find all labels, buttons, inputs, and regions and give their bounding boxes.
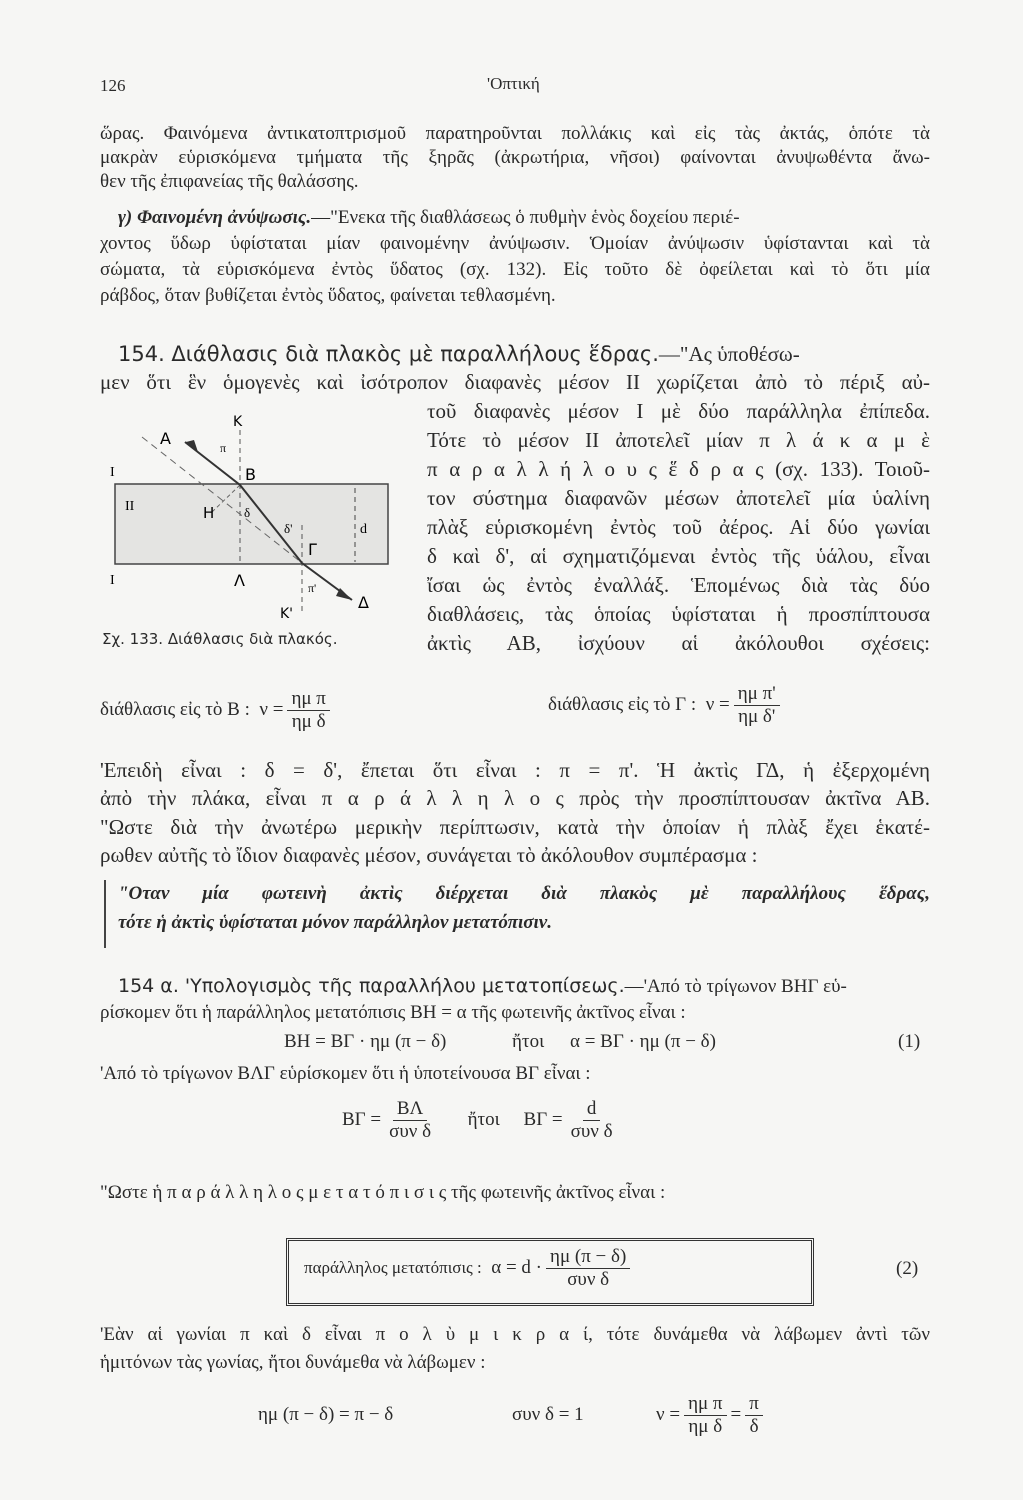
label-Lambda: Λ bbox=[234, 571, 245, 590]
label-delta-prime: δ' bbox=[284, 521, 293, 536]
paragraph-gamma-first: γ) Φαινομένη ἀνύψωσις.—"Ενεκα τῆς διαθλάσεως ὁ πυθμὴν ἑνὸς δοχείου περιέ- bbox=[118, 207, 740, 228]
label-pi: π bbox=[220, 441, 227, 455]
conclusion-line: τότε ἡ ἀκτὶς ὑφίσταται μόνον παράλληλον μετατόπισιν. bbox=[118, 912, 552, 933]
text-line: τον σύστημα διαφανῶν μέσων ἀποτελεῖ μία ὑαλίνη bbox=[427, 486, 930, 510]
text-line: ἡμιτόνων τὰς γωνίας, ἤτοι δυνάμεθα νὰ λάβωμεν : bbox=[100, 1352, 486, 1373]
section-heading: 154 α. 'Υπολογισμὸς τῆς παραλλήλου μετατοπίσεως. bbox=[118, 975, 625, 997]
label-B: Β bbox=[245, 465, 256, 484]
conclusion-rule bbox=[104, 880, 106, 948]
approx-index: ν = $\frac{\text{ημ π}}{\text{ημ δ}}$ = $\frac{\pi}{\delta}$ bbox=[656, 1393, 767, 1438]
label-K-prime: Κ' bbox=[280, 606, 294, 622]
text-line: "Ωστε ἡ π α ρ ά λ λ η λ ο ς μ ε τ α τ ό π ι σ ι ς τῆς φωτεινῆς ἀκτῖνος εἶναι : bbox=[100, 1182, 666, 1203]
approx-sin: ημ (π − δ) = π − δ bbox=[258, 1404, 394, 1425]
text-line: ρίσκομεν ὅτι ἡ παράλληλος μετατόπισις ΒΗ = α τῆς φωτεινῆς ἀκτῖνος εἶναι : bbox=[100, 1002, 686, 1023]
equation-1-number: (1) bbox=[898, 1031, 921, 1052]
equation-1-left: ΒΗ = ΒΓ · ημ (π − δ) bbox=[284, 1031, 447, 1052]
label-H: Η bbox=[203, 504, 215, 522]
equation-2: παράλληλος μετατόπισις : α = d · $\frac{\eta\mu (\pi - \delta)}{\text{συν δ}}$ bbox=[304, 1246, 634, 1291]
text-line: δ καὶ δ', αἱ σχηματιζόμεναι ἐντὸς τῆς ὑάλου, εἶναι bbox=[427, 544, 930, 568]
text-line: ἀκτὶς ΑΒ, ἰσχύουν αἱ ἀκόλουθοι σχέσεις: bbox=[427, 631, 930, 655]
text-line: ὥρας. Φαινόμενα ἀντικατοπτρισμοῦ παρατηροῦνται πολλάκις καὶ εἰς τὰς ἀκτάς, ὁπότε τὰ bbox=[100, 123, 930, 144]
text-line: 'Εὰν αἱ γωνίαι π καὶ δ εἶναι π ο λ ὺ μ ι κ ρ α ί, τότε δυνάμεθα νὰ λάβωμεν ἀντὶ τῶν bbox=[100, 1324, 930, 1345]
text-line: Τότε τὸ μέσον ΙΙ ἀποτελεῖ μίαν π λ ά κ α μ ὲ bbox=[427, 428, 930, 452]
equation-2-number: (2) bbox=[896, 1258, 919, 1279]
label-d: d bbox=[360, 522, 367, 537]
section-heading: 154. Διάθλασις διὰ πλακὸς μὲ παραλλήλους ἕδρας. bbox=[118, 342, 659, 366]
arrow-A-icon bbox=[186, 440, 198, 452]
label-pi-prime: π' bbox=[308, 581, 317, 595]
label-Delta: Δ bbox=[358, 593, 369, 612]
text-line: ρωθεν αὐτῆς τὸ ἴδιον διαφανὲς μέσον, συνάγεται τὸ ἀκόλουθον συμπέρασμα : bbox=[100, 843, 758, 867]
running-title: 'Οπτική bbox=[487, 74, 540, 93]
text-line: π α ρ α λ λ ή λ ο υ ς ἕ δ ρ α ς (σχ. 133). Τοιοῦ- bbox=[427, 457, 930, 481]
text-line: σώματα, τὰ εὑρισκόμενα ἐντὸς ὕδατος (σχ. 132). Εἰς τοῦτο δὲ ὀφείλεται καὶ τὸ ὅτι μία bbox=[100, 259, 930, 280]
label-delta: δ bbox=[244, 505, 251, 520]
text-line: 'Επειδὴ εἶναι : δ = δ', ἔπεται ὅτι εἶναι : π = π'. Ἡ ἀκτὶς ΓΔ, ἡ ἐξερχομένη bbox=[100, 758, 930, 782]
formula-refraction-B: διάθλασις εἰς τὸ Β : ν = $\frac{\text{ημ π}}{\text{ημ δ}}$ bbox=[100, 688, 334, 733]
text-line: θεν τῆς ἐπιφανείας τῆς θαλάσσης. bbox=[100, 171, 359, 192]
equation-BG: ΒΓ = $\frac{B\Lambda}{\text{συν δ}}$ ἤτοι ΒΓ = $\frac{d}{\text{συν δ}}$ bbox=[342, 1098, 613, 1142]
section-154a-first: 154 α. 'Υπολογισμὸς τῆς παραλλήλου μετατοπίσεως.—'Από τὸ τρίγωνον ΒΗΓ εὑ- bbox=[118, 975, 847, 997]
label-Gamma: Γ bbox=[308, 540, 317, 559]
figure-133-diagram bbox=[90, 400, 410, 630]
label-II: ΙΙ bbox=[125, 499, 135, 514]
text-line: μακρὰν εὑρισκόμενα τμήματα τῆς ξηρᾶς (ἀκρωτήρια, νῆσοι) φαίνονται ἀνυψωθέντα ἄνω- bbox=[100, 147, 930, 168]
text-line: ράβδος, ὅταν βυθίζεται ἐντὸς ὕδατος, φαίνεται τεθλασμένη. bbox=[100, 285, 556, 306]
conclusion-line: "Οταν μία φωτεινὴ ἀκτὶς διέρχεται διὰ πλακὸς μὲ παραλλήλους ἕδρας, bbox=[118, 883, 930, 904]
text-line: "Ωστε διὰ τὴν ἀνωτέρω μερικὴν περίπτωσιν, κατὰ τὴν ὁποίαν ἡ πλὰξ ἔχει ἑκατέ- bbox=[100, 815, 930, 839]
label-I-top: Ι bbox=[110, 465, 115, 480]
text-line: ἀπὸ τὴν πλάκα, εἶναι π α ρ ά λ λ η λ ο ς πρὸς τὴν προσπίπτουσαν ἀκτῖνα ΑΒ. bbox=[100, 786, 930, 810]
equation-1-right: α = ΒΓ · ημ (π − δ) bbox=[570, 1031, 716, 1052]
text-line: ἴσαι ὡς ἐντὸς ἐναλλάξ. Ἑπομένως διὰ τὰς δύο bbox=[427, 573, 930, 597]
text-line: τοῦ διαφανὲς μέσον Ι μὲ δύο παράλληλα ἐπίπεδα. bbox=[427, 399, 930, 423]
text-line: 'Από τὸ τρίγωνον ΒΛΓ εὑρίσκομεν ὅτι ἡ ὑποτείνουσα ΒΓ εἶναι : bbox=[100, 1063, 591, 1084]
page-number: 126 bbox=[100, 76, 126, 95]
text-line: χοντος ὕδωρ ὑφίσταται μίαν φαινομένην ἀνύψωσιν. Ὁμοίαν ἀνύψωσιν ὑφίστανται καὶ τὰ bbox=[100, 233, 930, 254]
text-line: μεν ὅτι ἓν ὁμογενὲς καὶ ἰσότροπον διαφανὲς μέσον ΙΙ χωρίζεται ἀπὸ τὸ πέριξ αὐ- bbox=[100, 370, 930, 394]
text-line: διαθλάσεις, τὰς ὁποίας ὑφίσταται ἡ προσπίπτουσα bbox=[427, 602, 930, 626]
section-154-first: 154. Διάθλασις διὰ πλακὸς μὲ παραλλήλους ἕδρας.—"Ας ὑποθέσω- bbox=[118, 342, 800, 366]
text-line: πλὰξ εὑρισκομένη ἐντὸς τοῦ ἀέρος. Αἱ δύο γωνίαι bbox=[427, 515, 930, 539]
approx-cos: συν δ = 1 bbox=[512, 1404, 584, 1425]
label-A: Α bbox=[160, 429, 171, 448]
equation-1-mid: ἤτοι bbox=[512, 1031, 545, 1052]
figure-caption: Σχ. 133. Διάθλασις διὰ πλακός. bbox=[102, 630, 338, 648]
subheading: γ) Φαινομένη ἀνύψωσις. bbox=[118, 207, 312, 228]
glass-slab bbox=[115, 484, 388, 564]
label-K: Κ bbox=[233, 414, 243, 430]
formula-refraction-Gamma: διάθλασις εἰς τὸ Γ : ν = $\frac{\text{ημ π'}}{\text{ημ δ'}}$ bbox=[548, 683, 784, 728]
label-I-bottom: Ι bbox=[110, 573, 115, 588]
